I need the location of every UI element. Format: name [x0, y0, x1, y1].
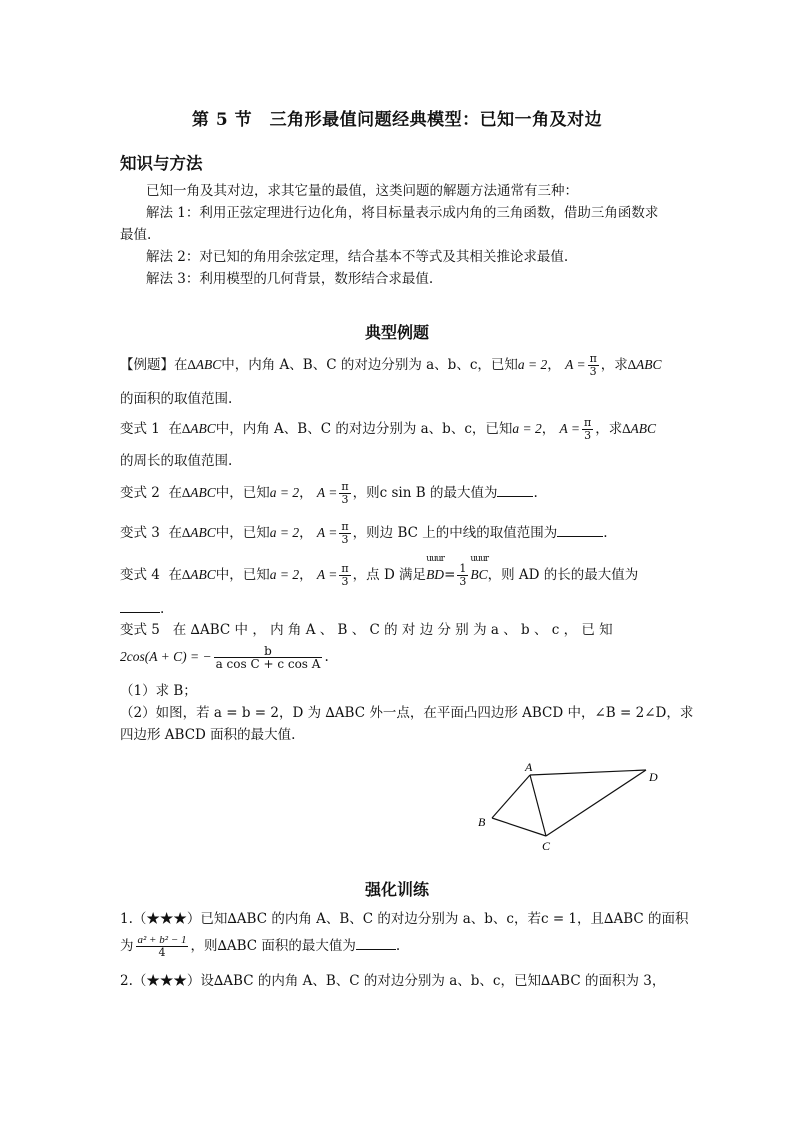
fraction-pi-3: $\frac{\pi}{3}$ [341, 480, 349, 506]
vertex-label-B: B [478, 815, 486, 829]
fraction-q1-area: $\frac{\text{a² + b² − 1}}{4}$ [137, 934, 187, 959]
variant-5-part-2-line-1: （2）如图，若 a = b = 2，D 为 ∆ABC 外一点，在平面凸四边形 ABCD 中，∠B = 2∠D，求 [120, 705, 694, 721]
edge-BC [492, 818, 546, 836]
variant-5-label: 变式 5 [120, 622, 160, 638]
variant-1-line-2: 的周长的取值范围. [120, 453, 233, 469]
variant-5-part-1: （1）求 B； [120, 683, 197, 699]
example-label: 【例题】 [120, 357, 174, 373]
edge-AB [492, 775, 530, 818]
variant-3: 变式 3 在∆ABC中，已知a = 2， A = $\frac{\pi}{3}$ ，则边 BC 上的中线的取值范围为 . [120, 520, 608, 546]
fraction-pi-3: $\frac{\pi}{3}$ [589, 352, 597, 378]
fraction-b-over-denominator: $\frac{b}{\text{a cos C + c cos A}}$ [215, 644, 321, 671]
edge-AD [530, 770, 646, 775]
variant-3-label: 变式 3 [120, 525, 160, 541]
variant-1-label: 变式 1 [120, 421, 160, 437]
vector-BC: uuur BC [470, 554, 489, 582]
vertex-label-C: C [542, 839, 551, 853]
fraction-1-3: $\frac{1}{3}$ [459, 562, 467, 588]
method-2: 解法 2：对已知的角用余弦定理，结合基本不等式及其相关推论求最值. [146, 249, 569, 265]
variant-4-line-2: . [120, 598, 164, 620]
method-1-line-2: 最值. [120, 227, 152, 243]
variant-5-formula: 2cos(A + C) = − $\frac{b}{\text{a cos C + c cos A}}$ . [120, 644, 329, 671]
example-line-1: 【例题】在∆ABC中，内角 A、B、C 的对边分别为 a、b、c，已知a = 2， A = $\frac{\pi}{3}$ ，求∆ABC [120, 352, 662, 378]
quadrilateral-figure [470, 760, 670, 855]
variant-5-line-1: 变式 5 在 ∆ABC 中 ， 内 角 A 、 B 、 C 的 对 边 分 别 为 a 、 b 、 c ， 已 知 [120, 622, 613, 638]
answer-blank [557, 522, 603, 537]
training-q1-line-2: 为 $\frac{\text{a² + b² − 1}}{4}$ ，则∆ABC 面积的最大值为 . [120, 934, 401, 959]
variant-4-label: 变式 4 [120, 567, 160, 583]
knowledge-intro: 已知一角及其对边，求其它量的最值，这类问题的解题方法通常有三种： [146, 183, 578, 199]
page-title: 第 5 节 三角形最值问题经典模型：已知一角及对边 [191, 110, 603, 130]
answer-blank [120, 598, 160, 613]
variant-1-line-1: 变式 1 在∆ABC中，内角 A、B、C 的对边分别为 a、b、c，已知a = 2， A = $\frac{\pi}{3}$ ，求∆ABC [120, 416, 657, 442]
section-heading-knowledge: 知识与方法 [120, 154, 203, 173]
answer-blank [497, 482, 533, 497]
variant-2-label: 变式 2 [120, 485, 160, 501]
edge-CD [546, 770, 646, 836]
variant-2: 变式 2 在∆ABC中，已知a = 2， A = $\frac{\pi}{3}$ ，则c sin B 的最大值为 . [120, 480, 538, 506]
example-line-2: 的面积的取值范围. [120, 391, 233, 407]
edge-AC [530, 775, 546, 836]
section-heading-examples: 典型例题 [364, 323, 429, 342]
answer-blank [356, 935, 396, 950]
vector-BD: uuur BD [426, 554, 445, 582]
section-heading-training: 强化训练 [364, 880, 429, 899]
vertex-label-D: D [649, 770, 658, 784]
vertex-label-A: A [525, 760, 533, 774]
fraction-pi-3: $\frac{\pi}{3}$ [341, 520, 349, 546]
variant-5-part-2-line-2: 四边形 ABCD 面积的最大值. [120, 727, 296, 743]
method-1-line-1: 解法 1：利用正弦定理进行边化角，将目标量表示成内角的三角函数，借助三角函数求 [146, 205, 659, 221]
fraction-pi-3: $\frac{\pi}{3}$ [584, 416, 592, 442]
training-q2: 2.（★★★）设∆ABC 的内角 A、B、C 的对边分别为 a、b、c，已知∆ABC 的面积为 3， [120, 973, 666, 989]
training-q1-line-1: 1.（★★★）已知∆ABC 的内角 A、B、C 的对边分别为 a、b、c，若c = 1，且∆ABC 的面积 [120, 911, 689, 927]
variant-4-line-1: 变式 4 在∆ABC中，已知a = 2， A = $\frac{\pi}{3}$ ，点 D 满足 uuur BD= $\frac{1}{3}$ uuur BC，则 AD 的长的最大值为 [120, 554, 639, 588]
method-3: 解法 3：利用模型的几何背景，数形结合求最值. [146, 271, 434, 287]
fraction-pi-3: $\frac{\pi}{3}$ [341, 562, 349, 588]
